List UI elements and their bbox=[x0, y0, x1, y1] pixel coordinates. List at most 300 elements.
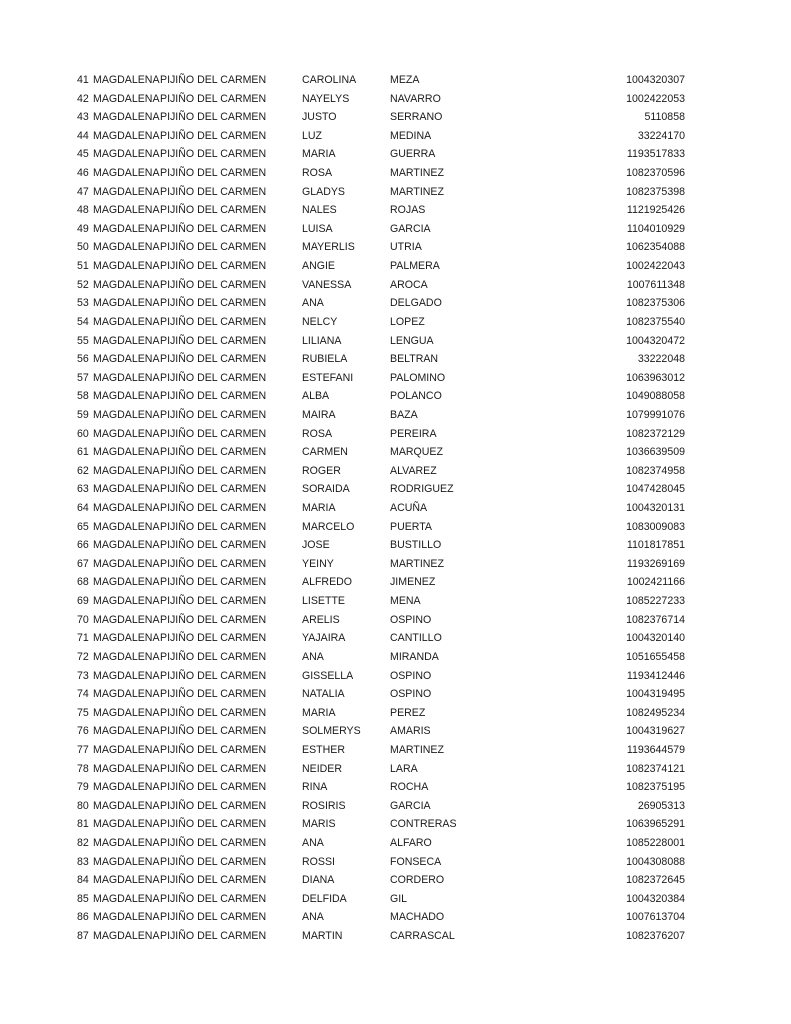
id-number-cell: 5110858 bbox=[644, 111, 685, 124]
last-name-cell: BAZA bbox=[390, 408, 418, 421]
last-name-cell: MARTINEZ bbox=[390, 167, 444, 180]
municipality-cell: PIJIÑO DEL CARMEN bbox=[160, 260, 267, 273]
municipality-cell: PIJIÑO DEL CARMEN bbox=[160, 706, 267, 719]
department-cell: MAGDALENA bbox=[93, 502, 160, 515]
table-row bbox=[0, 350, 791, 369]
id-number-cell: 1193644579 bbox=[626, 743, 685, 756]
row-number: 77 bbox=[77, 743, 89, 756]
row-number: 83 bbox=[77, 855, 89, 868]
department-cell: MAGDALENA bbox=[93, 632, 160, 645]
department-cell: MAGDALENA bbox=[93, 167, 160, 180]
id-number-cell: 1082375540 bbox=[626, 315, 685, 328]
row-number: 53 bbox=[77, 297, 89, 310]
id-number-cell: 1193517833 bbox=[626, 148, 685, 161]
municipality-cell: PIJIÑO DEL CARMEN bbox=[160, 334, 267, 347]
row-number: 59 bbox=[77, 408, 89, 421]
id-number-cell: 1082372645 bbox=[626, 874, 685, 887]
municipality-cell: PIJIÑO DEL CARMEN bbox=[160, 725, 267, 738]
row-number: 47 bbox=[77, 185, 89, 198]
department-cell: MAGDALENA bbox=[93, 930, 160, 943]
last-name-cell: PALOMINO bbox=[390, 371, 446, 384]
id-number-cell: 1004320307 bbox=[626, 74, 685, 86]
first-name-cell: ANA bbox=[302, 297, 324, 310]
last-name-cell: GIL bbox=[390, 892, 408, 905]
table-row bbox=[0, 145, 791, 164]
first-name-cell: ALBA bbox=[302, 390, 330, 403]
first-name-cell: ROGER bbox=[302, 464, 341, 477]
id-number-cell: 1007613704 bbox=[626, 911, 685, 924]
municipality-cell: PIJIÑO DEL CARMEN bbox=[160, 650, 267, 663]
first-name-cell: ANA bbox=[302, 911, 324, 924]
id-number-cell: 1049088058 bbox=[626, 390, 685, 403]
municipality-cell: PIJIÑO DEL CARMEN bbox=[160, 836, 267, 849]
last-name-cell: OSPINO bbox=[390, 669, 432, 682]
department-cell: MAGDALENA bbox=[93, 334, 160, 347]
last-name-cell: ALFARO bbox=[390, 836, 432, 849]
id-number-cell: 1083009083 bbox=[626, 520, 685, 533]
first-name-cell: DELFIDA bbox=[302, 892, 347, 905]
table-row bbox=[0, 871, 791, 890]
table-row bbox=[0, 201, 791, 220]
id-number-cell: 1121925426 bbox=[626, 204, 685, 217]
department-cell: MAGDALENA bbox=[93, 315, 160, 328]
last-name-cell: MARTINEZ bbox=[390, 557, 444, 570]
municipality-cell: PIJIÑO DEL CARMEN bbox=[160, 911, 267, 924]
first-name-cell: RUBIELA bbox=[302, 353, 348, 366]
first-name-cell: NATALIA bbox=[302, 688, 345, 701]
last-name-cell: DELGADO bbox=[390, 297, 442, 310]
department-cell: MAGDALENA bbox=[93, 762, 160, 775]
id-number-cell: 1007611348 bbox=[626, 278, 685, 291]
row-number: 46 bbox=[77, 167, 89, 180]
table-row bbox=[0, 480, 791, 499]
row-number: 74 bbox=[77, 688, 89, 701]
first-name-cell: NAYELYS bbox=[302, 92, 350, 105]
table-row bbox=[0, 276, 791, 295]
department-cell: MAGDALENA bbox=[93, 74, 160, 86]
id-number-cell: 1004319627 bbox=[626, 725, 685, 738]
department-cell: MAGDALENA bbox=[93, 278, 160, 291]
last-name-cell: MEZA bbox=[390, 74, 420, 86]
department-cell: MAGDALENA bbox=[93, 836, 160, 849]
table-row bbox=[0, 257, 791, 276]
municipality-cell: PIJIÑO DEL CARMEN bbox=[160, 204, 267, 217]
department-cell: MAGDALENA bbox=[93, 520, 160, 533]
last-name-cell: AMARIS bbox=[390, 725, 431, 738]
table-row bbox=[0, 685, 791, 704]
table-row bbox=[0, 108, 791, 127]
municipality-cell: PIJIÑO DEL CARMEN bbox=[160, 371, 267, 384]
first-name-cell: VANESSA bbox=[302, 278, 352, 291]
row-number: 68 bbox=[77, 576, 89, 589]
first-name-cell: LILIANA bbox=[302, 334, 342, 347]
first-name-cell: JOSE bbox=[302, 539, 330, 552]
row-number: 43 bbox=[77, 111, 89, 124]
department-cell: MAGDALENA bbox=[93, 204, 160, 217]
row-number: 84 bbox=[77, 874, 89, 887]
table-row bbox=[0, 90, 791, 109]
department-cell: MAGDALENA bbox=[93, 818, 160, 831]
last-name-cell: LARA bbox=[390, 762, 418, 775]
id-number-cell: 1082374958 bbox=[626, 464, 685, 477]
table-row bbox=[0, 406, 791, 425]
row-number: 64 bbox=[77, 502, 89, 515]
department-cell: MAGDALENA bbox=[93, 353, 160, 366]
department-cell: MAGDALENA bbox=[93, 706, 160, 719]
first-name-cell: CAROLINA bbox=[302, 74, 357, 86]
table-row bbox=[0, 778, 791, 797]
row-number: 63 bbox=[77, 483, 89, 496]
row-number: 65 bbox=[77, 520, 89, 533]
id-number-cell: 1082372129 bbox=[626, 427, 685, 440]
first-name-cell: ESTEFANI bbox=[302, 371, 354, 384]
municipality-cell: PIJIÑO DEL CARMEN bbox=[160, 148, 267, 161]
id-number-cell: 1082495234 bbox=[626, 706, 685, 719]
id-number-cell: 1082375398 bbox=[626, 185, 685, 198]
municipality-cell: PIJIÑO DEL CARMEN bbox=[160, 502, 267, 515]
last-name-cell: ACUÑA bbox=[390, 502, 428, 515]
municipality-cell: PIJIÑO DEL CARMEN bbox=[160, 315, 267, 328]
first-name-cell: ROSA bbox=[302, 167, 333, 180]
municipality-cell: PIJIÑO DEL CARMEN bbox=[160, 595, 267, 608]
last-name-cell: MACHADO bbox=[390, 911, 445, 924]
municipality-cell: PIJIÑO DEL CARMEN bbox=[160, 799, 267, 812]
row-number: 72 bbox=[77, 650, 89, 663]
row-number: 50 bbox=[77, 241, 89, 254]
first-name-cell: MARIS bbox=[302, 818, 336, 831]
last-name-cell: GARCIA bbox=[390, 799, 431, 812]
department-cell: MAGDALENA bbox=[93, 781, 160, 794]
row-number: 56 bbox=[77, 353, 89, 366]
first-name-cell: ARELIS bbox=[302, 613, 340, 626]
department-cell: MAGDALENA bbox=[93, 446, 160, 459]
row-number: 82 bbox=[77, 836, 89, 849]
municipality-cell: PIJIÑO DEL CARMEN bbox=[160, 297, 267, 310]
municipality-cell: PIJIÑO DEL CARMEN bbox=[160, 167, 267, 180]
id-number-cell: 1085228001 bbox=[626, 836, 685, 849]
department-cell: MAGDALENA bbox=[93, 92, 160, 105]
id-number-cell: 1002422053 bbox=[626, 92, 685, 105]
id-number-cell: 1047428045 bbox=[626, 483, 685, 496]
table-row bbox=[0, 722, 791, 741]
id-number-cell: 1004320384 bbox=[626, 892, 685, 905]
id-number-cell: 1082376714 bbox=[626, 613, 685, 626]
first-name-cell: ROSIRIS bbox=[302, 799, 346, 812]
municipality-cell: PIJIÑO DEL CARMEN bbox=[160, 576, 267, 589]
first-name-cell: DIANA bbox=[302, 874, 335, 887]
row-number: 58 bbox=[77, 390, 89, 403]
department-cell: MAGDALENA bbox=[93, 688, 160, 701]
first-name-cell: ANA bbox=[302, 650, 324, 663]
row-number: 85 bbox=[77, 892, 89, 905]
first-name-cell: YAJAIRA bbox=[302, 632, 346, 645]
table-row bbox=[0, 611, 791, 630]
department-cell: MAGDALENA bbox=[93, 557, 160, 570]
row-number: 48 bbox=[77, 204, 89, 217]
municipality-cell: PIJIÑO DEL CARMEN bbox=[160, 855, 267, 868]
last-name-cell: PALMERA bbox=[390, 260, 440, 273]
row-number: 80 bbox=[77, 799, 89, 812]
department-cell: MAGDALENA bbox=[93, 222, 160, 235]
municipality-cell: PIJIÑO DEL CARMEN bbox=[160, 613, 267, 626]
last-name-cell: PEREIRA bbox=[390, 427, 437, 440]
row-number: 66 bbox=[77, 539, 89, 552]
department-cell: MAGDALENA bbox=[93, 725, 160, 738]
municipality-cell: PIJIÑO DEL CARMEN bbox=[160, 632, 267, 645]
municipality-cell: PIJIÑO DEL CARMEN bbox=[160, 743, 267, 756]
table-row bbox=[0, 555, 791, 574]
last-name-cell: CARRASCAL bbox=[390, 930, 455, 943]
department-cell: MAGDALENA bbox=[93, 185, 160, 198]
municipality-cell: PIJIÑO DEL CARMEN bbox=[160, 539, 267, 552]
id-number-cell: 1082375195 bbox=[626, 781, 685, 794]
department-cell: MAGDALENA bbox=[93, 260, 160, 273]
id-number-cell: 1051655458 bbox=[626, 650, 685, 663]
municipality-cell: PIJIÑO DEL CARMEN bbox=[160, 688, 267, 701]
first-name-cell: MAIRA bbox=[302, 408, 336, 421]
id-number-cell: 1063965291 bbox=[626, 818, 685, 831]
id-number-cell: 1082375306 bbox=[626, 297, 685, 310]
department-cell: MAGDALENA bbox=[93, 241, 160, 254]
last-name-cell: GUERRA bbox=[390, 148, 436, 161]
first-name-cell: MARCELO bbox=[302, 520, 355, 533]
first-name-cell: NELCY bbox=[302, 315, 338, 328]
table-row bbox=[0, 890, 791, 909]
municipality-cell: PIJIÑO DEL CARMEN bbox=[160, 874, 267, 887]
row-number: 70 bbox=[77, 613, 89, 626]
last-name-cell: GARCIA bbox=[390, 222, 431, 235]
first-name-cell: MARIA bbox=[302, 502, 336, 515]
row-number: 52 bbox=[77, 278, 89, 291]
row-number: 60 bbox=[77, 427, 89, 440]
table-row bbox=[0, 815, 791, 834]
department-cell: MAGDALENA bbox=[93, 595, 160, 608]
department-cell: MAGDALENA bbox=[93, 669, 160, 682]
municipality-cell: PIJIÑO DEL CARMEN bbox=[160, 930, 267, 943]
first-name-cell: YEINY bbox=[302, 557, 334, 570]
table-row bbox=[0, 834, 791, 853]
row-number: 41 bbox=[77, 74, 89, 86]
first-name-cell: ANGIE bbox=[302, 260, 335, 273]
municipality-cell: PIJIÑO DEL CARMEN bbox=[160, 892, 267, 905]
table-row bbox=[0, 741, 791, 760]
table-row bbox=[0, 927, 791, 946]
municipality-cell: PIJIÑO DEL CARMEN bbox=[160, 762, 267, 775]
last-name-cell: PEREZ bbox=[390, 706, 426, 719]
first-name-cell: GLADYS bbox=[302, 185, 345, 198]
municipality-cell: PIJIÑO DEL CARMEN bbox=[160, 185, 267, 198]
id-number-cell: 1062354088 bbox=[626, 241, 685, 254]
row-number: 49 bbox=[77, 222, 89, 235]
department-cell: MAGDALENA bbox=[93, 743, 160, 756]
table-row bbox=[0, 592, 791, 611]
last-name-cell: OSPINO bbox=[390, 688, 432, 701]
table-row bbox=[0, 71, 791, 90]
id-number-cell: 1004319495 bbox=[626, 688, 685, 701]
row-number: 55 bbox=[77, 334, 89, 347]
last-name-cell: BELTRAN bbox=[390, 353, 439, 366]
table-row bbox=[0, 443, 791, 462]
department-cell: MAGDALENA bbox=[93, 650, 160, 663]
last-name-cell: BUSTILLO bbox=[390, 539, 442, 552]
municipality-cell: PIJIÑO DEL CARMEN bbox=[160, 818, 267, 831]
last-name-cell: JIMENEZ bbox=[390, 576, 436, 589]
department-cell: MAGDALENA bbox=[93, 129, 160, 142]
department-cell: MAGDALENA bbox=[93, 297, 160, 310]
municipality-cell: PIJIÑO DEL CARMEN bbox=[160, 129, 267, 142]
department-cell: MAGDALENA bbox=[93, 464, 160, 477]
table-row bbox=[0, 220, 791, 239]
row-number: 51 bbox=[77, 260, 89, 273]
row-number: 78 bbox=[77, 762, 89, 775]
table-row bbox=[0, 629, 791, 648]
municipality-cell: PIJIÑO DEL CARMEN bbox=[160, 92, 267, 105]
first-name-cell: ALFREDO bbox=[302, 576, 353, 589]
row-number: 87 bbox=[77, 930, 89, 943]
table-row bbox=[0, 908, 791, 927]
municipality-cell: PIJIÑO DEL CARMEN bbox=[160, 390, 267, 403]
department-cell: MAGDALENA bbox=[93, 576, 160, 589]
table-row bbox=[0, 462, 791, 481]
department-cell: MAGDALENA bbox=[93, 483, 160, 496]
municipality-cell: PIJIÑO DEL CARMEN bbox=[160, 408, 267, 421]
last-name-cell: AROCA bbox=[390, 278, 428, 291]
department-cell: MAGDALENA bbox=[93, 408, 160, 421]
id-number-cell: 1101817851 bbox=[626, 539, 685, 552]
department-cell: MAGDALENA bbox=[93, 892, 160, 905]
last-name-cell: MARQUEZ bbox=[390, 446, 443, 459]
municipality-cell: PIJIÑO DEL CARMEN bbox=[160, 464, 267, 477]
last-name-cell: SERRANO bbox=[390, 111, 443, 124]
row-number: 54 bbox=[77, 315, 89, 328]
table-row bbox=[0, 313, 791, 332]
id-number-cell: 1036639509 bbox=[626, 446, 685, 459]
last-name-cell: MIRANDA bbox=[390, 650, 439, 663]
row-number: 61 bbox=[77, 446, 89, 459]
table-row bbox=[0, 164, 791, 183]
first-name-cell: ROSA bbox=[302, 427, 333, 440]
beneficiary-table bbox=[0, 71, 791, 946]
municipality-cell: PIJIÑO DEL CARMEN bbox=[160, 74, 267, 86]
municipality-cell: PIJIÑO DEL CARMEN bbox=[160, 427, 267, 440]
id-number-cell: 1079991076 bbox=[626, 408, 685, 421]
first-name-cell: MARIA bbox=[302, 706, 336, 719]
table-row bbox=[0, 183, 791, 202]
last-name-cell: LENGUA bbox=[390, 334, 434, 347]
row-number: 57 bbox=[77, 371, 89, 384]
id-number-cell: 1002421166 bbox=[626, 576, 685, 589]
municipality-cell: PIJIÑO DEL CARMEN bbox=[160, 520, 267, 533]
row-number: 75 bbox=[77, 706, 89, 719]
department-cell: MAGDALENA bbox=[93, 911, 160, 924]
id-number-cell: 1004320140 bbox=[626, 632, 685, 645]
first-name-cell: LISETTE bbox=[302, 595, 345, 608]
row-number: 44 bbox=[77, 129, 89, 142]
last-name-cell: ROJAS bbox=[390, 204, 426, 217]
table-row bbox=[0, 499, 791, 518]
id-number-cell: 1063963012 bbox=[626, 371, 685, 384]
id-number-cell: 1002422043 bbox=[626, 260, 685, 273]
department-cell: MAGDALENA bbox=[93, 874, 160, 887]
last-name-cell: MEDINA bbox=[390, 129, 432, 142]
municipality-cell: PIJIÑO DEL CARMEN bbox=[160, 241, 267, 254]
first-name-cell: SOLMERYS bbox=[302, 725, 361, 738]
last-name-cell: POLANCO bbox=[390, 390, 442, 403]
department-cell: MAGDALENA bbox=[93, 148, 160, 161]
last-name-cell: PUERTA bbox=[390, 520, 432, 533]
first-name-cell: ROSSI bbox=[302, 855, 335, 868]
first-name-cell: SORAIDA bbox=[302, 483, 350, 496]
municipality-cell: PIJIÑO DEL CARMEN bbox=[160, 278, 267, 291]
table-row bbox=[0, 704, 791, 723]
table-row bbox=[0, 648, 791, 667]
table-row bbox=[0, 518, 791, 537]
table-row bbox=[0, 667, 791, 686]
row-number: 73 bbox=[77, 669, 89, 682]
last-name-cell: NAVARRO bbox=[390, 92, 441, 105]
municipality-cell: PIJIÑO DEL CARMEN bbox=[160, 222, 267, 235]
last-name-cell: LOPEZ bbox=[390, 315, 425, 328]
municipality-cell: PIJIÑO DEL CARMEN bbox=[160, 446, 267, 459]
municipality-cell: PIJIÑO DEL CARMEN bbox=[160, 557, 267, 570]
row-number: 69 bbox=[77, 595, 89, 608]
department-cell: MAGDALENA bbox=[93, 539, 160, 552]
department-cell: MAGDALENA bbox=[93, 613, 160, 626]
last-name-cell: ALVAREZ bbox=[390, 464, 437, 477]
department-cell: MAGDALENA bbox=[93, 111, 160, 124]
row-number: 79 bbox=[77, 781, 89, 794]
municipality-cell: PIJIÑO DEL CARMEN bbox=[160, 111, 267, 124]
id-number-cell: 1004308088 bbox=[626, 855, 685, 868]
last-name-cell: FONSECA bbox=[390, 855, 442, 868]
table-row bbox=[0, 127, 791, 146]
last-name-cell: MENA bbox=[390, 595, 421, 608]
department-cell: MAGDALENA bbox=[93, 371, 160, 384]
last-name-cell: CORDERO bbox=[390, 874, 445, 887]
last-name-cell: UTRIA bbox=[390, 241, 422, 254]
department-cell: MAGDALENA bbox=[93, 799, 160, 812]
first-name-cell: MARTIN bbox=[302, 930, 343, 943]
id-number-cell: 1082370596 bbox=[626, 167, 685, 180]
table-row bbox=[0, 387, 791, 406]
first-name-cell: MARIA bbox=[302, 148, 336, 161]
first-name-cell: JUSTO bbox=[302, 111, 337, 124]
municipality-cell: PIJIÑO DEL CARMEN bbox=[160, 483, 267, 496]
first-name-cell: GISSELLA bbox=[302, 669, 354, 682]
table-row bbox=[0, 425, 791, 444]
municipality-cell: PIJIÑO DEL CARMEN bbox=[160, 669, 267, 682]
id-number-cell: 1082376207 bbox=[626, 930, 685, 943]
row-number: 71 bbox=[77, 632, 89, 645]
table-row bbox=[0, 853, 791, 872]
id-number-cell: 1085227233 bbox=[626, 595, 685, 608]
table-row bbox=[0, 294, 791, 313]
last-name-cell: MARTINEZ bbox=[390, 743, 444, 756]
id-number-cell: 33224170 bbox=[637, 129, 685, 142]
table-row bbox=[0, 369, 791, 388]
municipality-cell: PIJIÑO DEL CARMEN bbox=[160, 353, 267, 366]
id-number-cell: 1104010929 bbox=[626, 222, 685, 235]
id-number-cell: 26905313 bbox=[637, 799, 685, 812]
table-row bbox=[0, 760, 791, 779]
table-row bbox=[0, 573, 791, 592]
first-name-cell: LUZ bbox=[302, 129, 323, 142]
last-name-cell: ROCHA bbox=[390, 781, 429, 794]
first-name-cell: CARMEN bbox=[302, 446, 348, 459]
id-number-cell: 1193269169 bbox=[626, 557, 685, 570]
first-name-cell: MAYERLIS bbox=[302, 241, 355, 254]
row-number: 86 bbox=[77, 911, 89, 924]
